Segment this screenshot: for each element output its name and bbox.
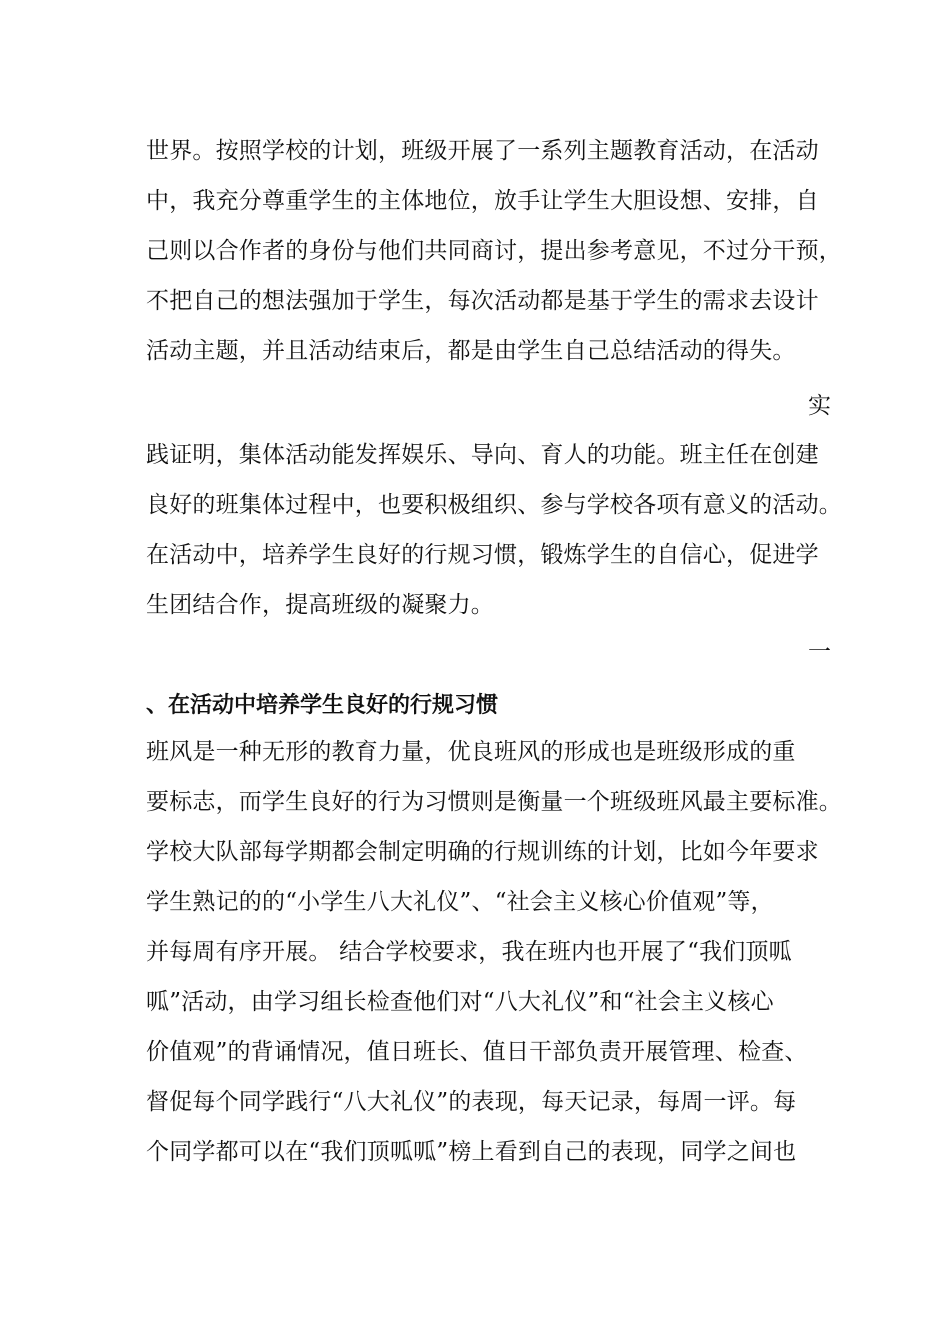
paragraph-line: 中，我充分尊重学生的主体地位，放手让学生大胆设想、安排，自 xyxy=(146,188,819,214)
paragraph-line: 学生熟记的的“小学生八大礼仪”、“社会主义核心价值观”等， xyxy=(146,889,774,915)
paragraph-line: 价值观”的背诵情况，值日班长、值日干部负责开展管理、检查、 xyxy=(146,1039,808,1065)
paragraph-line: 生团结合作，提高班级的凝聚力。 xyxy=(146,592,494,618)
paragraph-line: 个同学都可以在“我们顶呱呱”榜上看到自己的表现，同学之间也 xyxy=(146,1139,797,1165)
section-number: 一 xyxy=(808,639,831,665)
paragraph-line: 要标志，而学生良好的行为习惯则是衡量一个班级班风最主要标准。 xyxy=(146,789,842,815)
section-heading: 、在活动中培养学生良好的行规习惯 xyxy=(146,692,499,718)
paragraph-line: 并每周有序开展。 结合学校要求，我在班内也开展了“我们顶呱 xyxy=(146,939,792,965)
paragraph-line: 呱”活动，由学习组长检查他们对“八大礼仪”和“社会主义核心 xyxy=(146,989,774,1015)
paragraph-line: 不把自己的想法强加于学生，每次活动都是基于学生的需求去设计 xyxy=(146,288,819,314)
paragraph-line: 践证明，集体活动能发挥娱乐、导向、育人的功能。班主任在创建 xyxy=(146,442,819,468)
paragraph-line: 在活动中，培养学生良好的行规习惯，锻炼学生的自信心，促进学 xyxy=(146,542,819,568)
paragraph-line: 督促每个同学践行“八大礼仪”的表现，每天记录，每周一评。每 xyxy=(146,1089,797,1115)
paragraph-line: 世界。按照学校的计划，班级开展了一系列主题教育活动，在活动 xyxy=(146,138,819,164)
paragraph-line: 班风是一种无形的教育力量，优良班风的形成也是班级形成的重 xyxy=(146,739,796,765)
paragraph-line: 良好的班集体过程中，也要积极组织、参与学校各项有意义的活动。 xyxy=(146,492,842,518)
paragraph-line: 己则以合作者的身份与他们共同商讨，提出参考意见，不过分干预， xyxy=(146,238,842,264)
paragraph-line: 学校大队部每学期都会制定明确的行规训练的计划，比如今年要求 xyxy=(146,839,819,865)
paragraph-start-char: 实 xyxy=(808,393,831,419)
paragraph-line: 活动主题，并且活动结束后，都是由学生自己总结活动的得失。 xyxy=(146,338,796,364)
